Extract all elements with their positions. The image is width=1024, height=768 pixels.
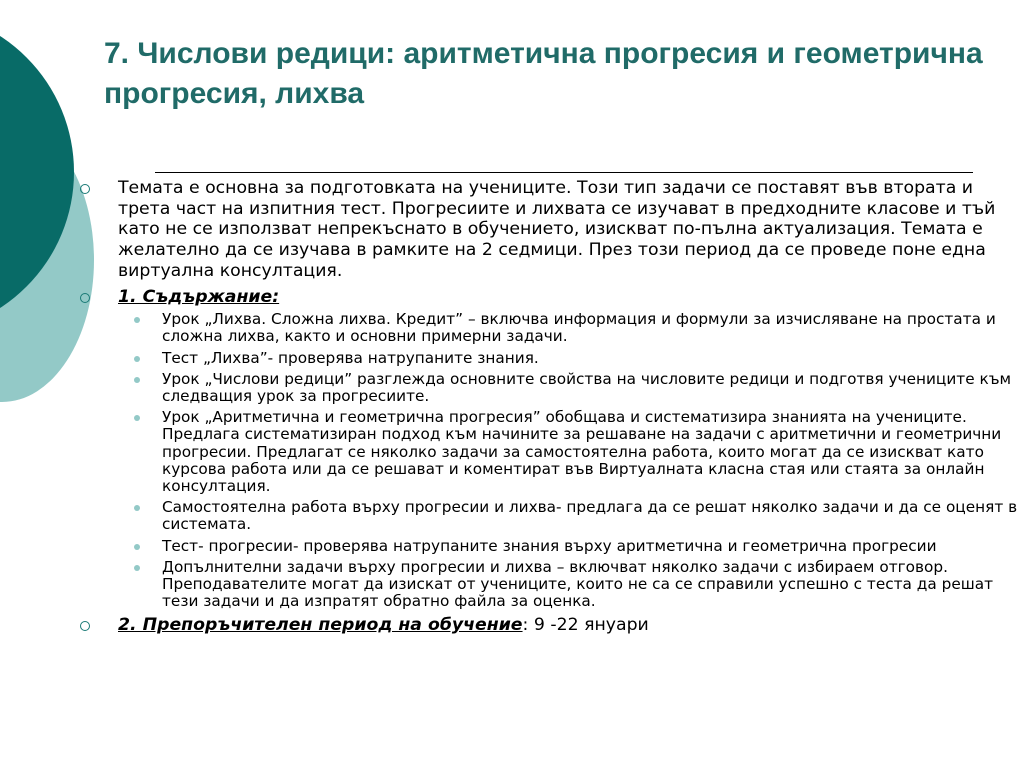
contents-list (118, 311, 1020, 610)
list-item (118, 538, 1020, 555)
list-item (118, 409, 1020, 495)
intro-text: Темата е основна за подготовката на учениците. Този тип задачи се поставят във втората и трета част на изпитния тест. Прогресиите и лихвата се изучават в предходните класове и тъй като не се използват непрекъснато в обучението, изискват по-пълна актуализация. Темата е желателно да се изучава в рамките на 2 седмици. През този период да се проведе поне една виртуална консултация. (118, 178, 996, 281)
period-heading: 2. Препоръчителен период на обучение (118, 615, 523, 636)
title-divider (155, 172, 973, 173)
filled-dot-bullet-icon (134, 415, 140, 421)
list-item-text: Урок „Лихва. Сложна лихва. Кредит” – включва информация и формули за изчисляване на простата и сложна лихва, както и основни примерни задачи. (162, 310, 996, 346)
list-item-text: Тест- прогресии- проверява натрупаните знания върху аритметична и геометрична прогресии (162, 536, 937, 555)
list-item-text: Допълнителни задачи върху прогресии и лихва – включват няколко задачи с избираем отговор. Преподавателите могат да изискат от учениците, които не са се справили успешно с теста да решат тези задачи и да изпратят обратно файла за оценка. (162, 557, 994, 611)
hollow-circle-bullet-icon (80, 293, 90, 303)
list-item (118, 371, 1020, 405)
list-item (118, 311, 1020, 345)
filled-dot-bullet-icon (134, 356, 140, 362)
contents-heading: 1. Съдържание: (118, 286, 280, 307)
list-item-text: Тест „Лихва”- проверява натрупаните знания. (162, 348, 539, 367)
period-section (80, 615, 1020, 636)
filled-dot-bullet-icon (134, 317, 140, 323)
hollow-circle-bullet-icon (80, 184, 90, 194)
period-value: : 9 -22 януари (522, 615, 649, 636)
list-item (118, 350, 1020, 367)
list-item-text: Урок „Аритметична и геометрична прогресия” обобщава и систематизира знанията на учениците. Предлага систематизиран подход към начините за решаване на задачи с аритметични и геометрични прогресии. Предлагат се няколко задачи за самостоятелна работа, които могат да се изискват като курсова работа или да се решават и коментират във Виртуалната класна стая или стаята за онлайн консултация. (162, 408, 1002, 496)
filled-dot-bullet-icon (134, 505, 140, 511)
list-item-text: Урок „Числови редици” разглежда основните свойства на числовите редици и подготвя учениците към следващия урок за прогресиите. (162, 369, 1012, 406)
slide-title: 7. Числови редици: аритметична прогресия и геометрична прогресия, лихва (104, 37, 983, 110)
contents-section (80, 287, 1020, 611)
intro-paragraph (80, 178, 1020, 282)
slide-content (80, 178, 1020, 636)
hollow-circle-bullet-icon (80, 621, 90, 631)
list-item-text: Самостоятелна работа върху прогресии и лихва- предлага да се решат няколко задачи и да се оценят в системата. (162, 498, 1018, 534)
filled-dot-bullet-icon (134, 565, 140, 571)
filled-dot-bullet-icon (134, 377, 140, 383)
list-item (118, 499, 1020, 533)
filled-dot-bullet-icon (134, 544, 140, 550)
list-item (118, 559, 1020, 611)
